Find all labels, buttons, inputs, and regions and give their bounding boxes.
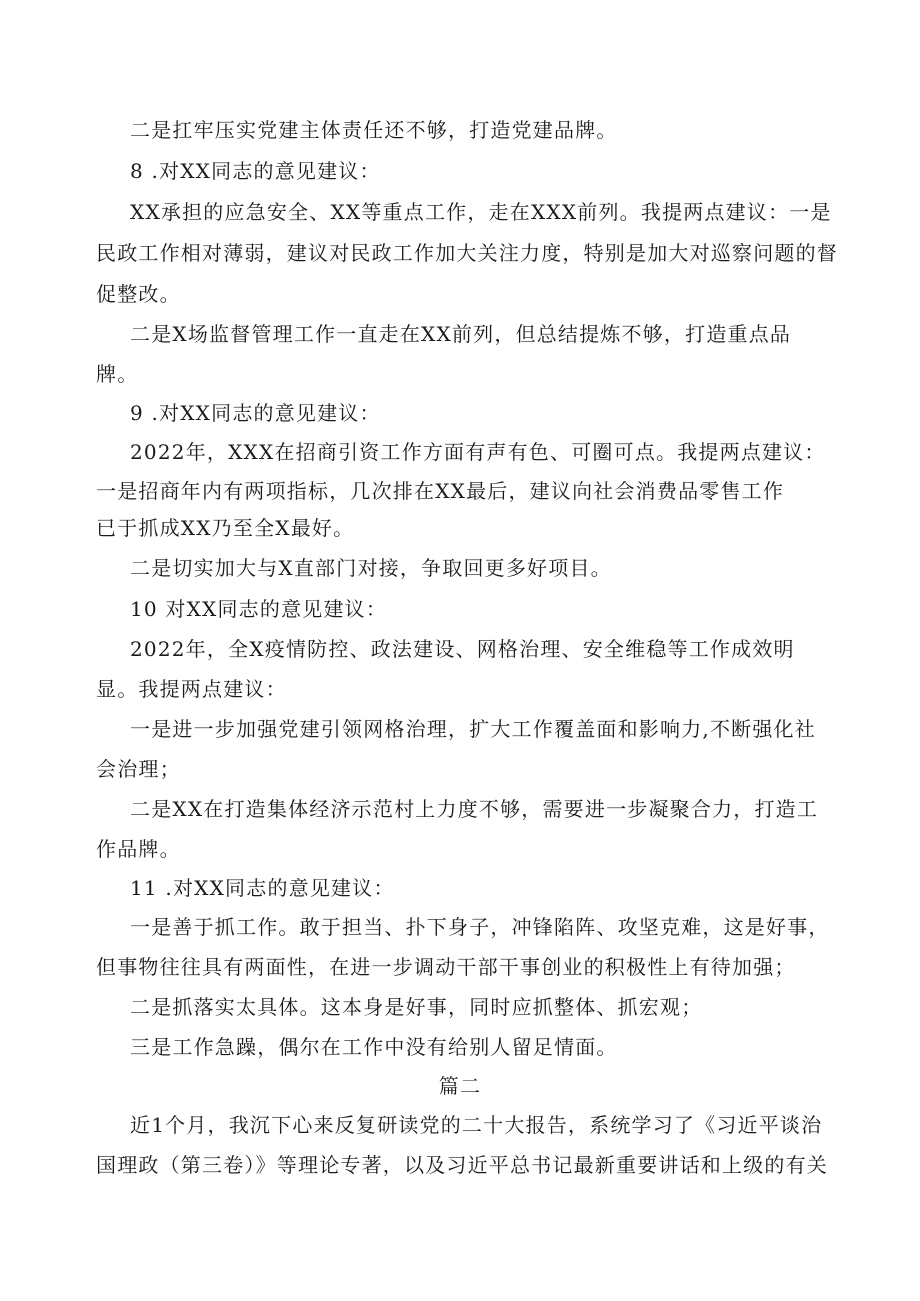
paragraph-line: 作品牌。 [96,837,181,861]
paragraph-line: 二是X场监督管理工作一直走在XX前列，但总结提炼不够，打造重点品 [130,322,792,346]
paragraph-line: 二是XX在打造集体经济示范村上力度不够，需要进一步凝聚合力，打造工 [130,797,819,821]
section-heading: 8 .对XX同志的意见建议： [130,159,381,183]
section-heading: 9 .对XX同志的意见建议： [130,401,381,425]
paragraph-line: 促整改。 [96,282,181,306]
paragraph-line: 会治理； [96,757,181,781]
paragraph-line: 牌。 [96,362,139,386]
paragraph-line: 一是招商年内有两项指标，几次排在XX最后，建议向社会消费品零售工作 [96,479,785,503]
paragraph-line: 二是切实加大与X直部门对接，争取回更多好项目。 [130,556,612,580]
paragraph-line: 已于抓成XX乃至全X最好。 [96,516,355,540]
paragraph-line: 但事物往往具有两面性，在进一步调动干部干事创业的积极性上有待加强； [96,955,796,979]
paragraph-line: 三是工作急躁，偶尔在工作中没有给别人留足情面。 [130,1035,618,1059]
paragraph-line: 一是进一步加强党建引领网格治理，扩大工作覆盖面和影响力,不断强化社 [130,717,816,741]
paragraph-line: 近1个月，我沉下心来反复研读党的二十大报告，系统学习了《习近平谈治 [130,1113,823,1137]
paragraph-line: 一是善于抓工作。敢于担当、扑下身子，冲锋陷阵、攻坚克难，这是好事， [130,915,830,939]
paragraph-line: 国理政（第三卷）》等理论专著，以及习近平总书记最新重要讲话和上级的有关 [96,1153,828,1177]
section-heading: 10 对XX同志的意见建议： [130,597,388,621]
paragraph-line: 二是扛牢压实党建主体责任还不够，打造党建品牌。 [130,118,618,142]
part-title: 篇二 [438,1074,482,1098]
paragraph-line: 二是抓落实太具体。这本身是好事，同时应抓整体、抓宏观； [130,995,703,1019]
paragraph-line: 2022年，XXX在招商引资工作方面有声有色、可圈可点。我提两点建议： [130,440,826,464]
paragraph-line: 显。我提两点建议： [96,677,287,701]
section-heading: 11 .对XX同志的意见建议： [130,876,395,900]
paragraph-line: 民政工作相对薄弱，建议对民政工作加大关注力度，特别是加大对巡察问题的督 [96,241,838,265]
paragraph-line: XX承担的应急安全、XX等重点工作，走在XXX前列。我提两点建议：一是 [130,200,832,224]
paragraph-line: 2022年，全X疫情防控、政法建设、网格治理、安全维稳等工作成效明 [130,637,795,661]
